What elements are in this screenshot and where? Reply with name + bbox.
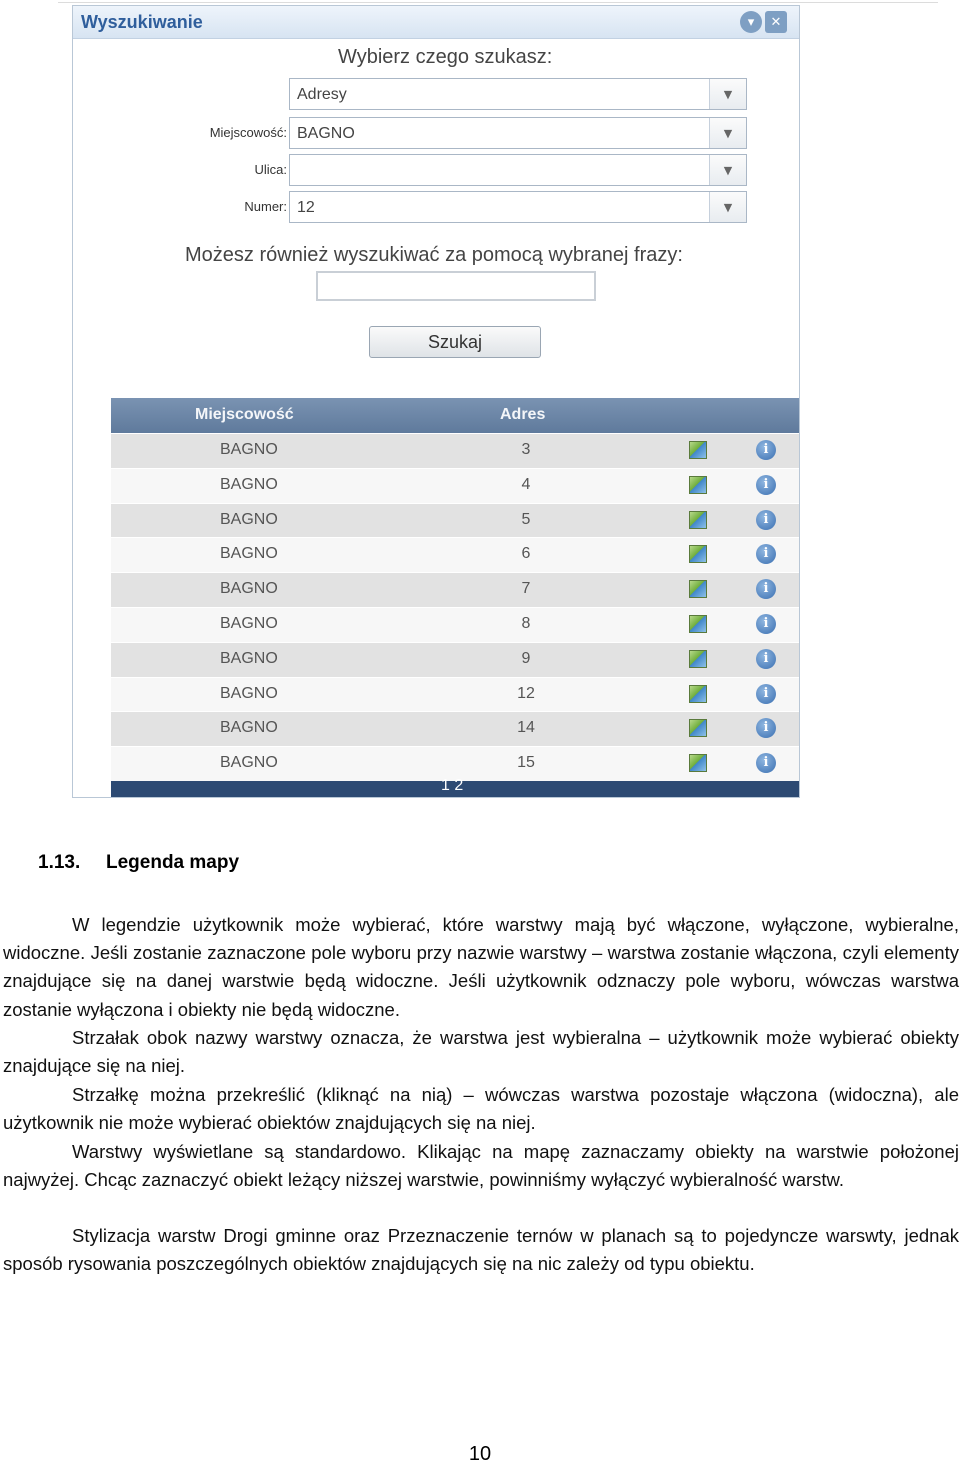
number-select[interactable]	[289, 191, 747, 223]
map-icon[interactable]	[689, 441, 707, 459]
map-icon[interactable]	[689, 615, 707, 633]
cell-town: BAGNO	[220, 649, 278, 667]
paragraph: Strzałak obok nazwy warstwy oznacza, że warstwa jest wybieralna – użytkownik może wybierać obiekty znajdujące się na niej.	[3, 1027, 959, 1077]
street-label: Ulica:	[254, 162, 287, 177]
cell-address: 15	[517, 754, 535, 772]
table-row[interactable]	[111, 572, 800, 607]
cell-address: 5	[521, 510, 531, 528]
map-icon[interactable]	[689, 476, 707, 494]
section-heading	[38, 852, 239, 874]
info-icon[interactable]: i	[756, 579, 776, 599]
cell-address: 7	[521, 580, 531, 598]
cell-town: BAGNO	[220, 545, 278, 563]
panel-header	[73, 6, 799, 39]
results-header	[111, 398, 800, 433]
street-select[interactable]	[289, 154, 747, 186]
column-header-address[interactable]: Adres	[500, 406, 546, 423]
table-row[interactable]	[111, 642, 800, 677]
cell-address: 8	[521, 614, 531, 632]
cell-town: BAGNO	[220, 441, 278, 458]
phrase-label: Możesz również wyszukiwać za pomocą wybranej frazy:	[185, 244, 683, 266]
info-icon[interactable]: i	[756, 649, 776, 669]
collapse-icon[interactable]: ▾	[740, 11, 762, 33]
paragraph: Stylizacja warstw Drogi gminne oraz Przeznaczenie ternów w planach są to pojedyncze warswty, jednak sposób rysowania poszczególnych obiektów znajdujących się na nic zależy od typu obiektu.	[3, 1225, 959, 1275]
cell-town: BAGNO	[220, 719, 278, 737]
cell-town: BAGNO	[220, 614, 278, 632]
table-row[interactable]	[111, 607, 800, 642]
map-icon[interactable]	[689, 545, 707, 563]
chevron-down-icon[interactable]: ▼	[709, 155, 746, 185]
chevron-down-icon[interactable]: ▼	[709, 192, 746, 222]
choose-label: Wybierz czego szukasz:	[338, 46, 553, 68]
cell-address: 3	[521, 441, 531, 458]
cell-town: BAGNO	[220, 754, 278, 772]
info-icon[interactable]: i	[756, 475, 776, 495]
chevron-down-icon[interactable]: ▼	[709, 79, 746, 109]
top-divider	[58, 2, 938, 3]
table-row[interactable]	[111, 746, 800, 781]
town-label: Miejscowość:	[209, 125, 287, 140]
cell-address: 4	[521, 475, 531, 493]
town-select[interactable]	[289, 117, 747, 149]
close-icon[interactable]: ✕	[765, 11, 787, 33]
cell-address: 12	[517, 684, 535, 702]
column-header-town[interactable]: Miejscowość	[195, 406, 294, 423]
map-icon[interactable]	[689, 650, 707, 668]
cell-town: BAGNO	[220, 510, 278, 528]
info-icon[interactable]: i	[756, 544, 776, 564]
paragraph: Warstwy wyświetlane są standardowo. Klikając na mapę zaznaczamy obiekty na warstwie położonej najwyżej. Chcąc zaznaczyć obiekt leżący niższej warstwie, powinniśmy wyłączyć wybieralność warstw.	[3, 1141, 959, 1191]
map-icon[interactable]	[689, 754, 707, 772]
map-icon[interactable]	[689, 685, 707, 703]
table-row[interactable]	[111, 711, 800, 746]
number-value: 12	[297, 199, 315, 216]
search-type-value: Adresy	[297, 86, 347, 103]
pager-label[interactable]: 1 2	[441, 776, 464, 794]
page-number: 10	[468, 1443, 492, 1465]
info-icon[interactable]: i	[756, 440, 776, 460]
paragraph: Strzałkę można przekreślić (kliknąć na nią) – wówczas warstwa pozostaje włączona (widoczna), ale użytkownik nie może wybierać obiektów znajdujących się na niej.	[3, 1084, 959, 1134]
search-panel	[72, 5, 800, 798]
section-number: 1.13.	[38, 852, 81, 873]
cell-address: 14	[517, 719, 535, 737]
town-value: BAGNO	[297, 125, 355, 142]
cell-address: 6	[521, 545, 531, 563]
info-icon[interactable]: i	[756, 684, 776, 704]
cell-address: 9	[521, 649, 531, 667]
results-body	[111, 433, 800, 781]
results-pager	[111, 776, 800, 798]
search-type-select[interactable]	[289, 78, 747, 110]
info-icon[interactable]: i	[756, 510, 776, 530]
number-label: Numer:	[244, 199, 287, 214]
info-icon[interactable]: i	[756, 753, 776, 773]
info-icon[interactable]: i	[756, 718, 776, 738]
table-row[interactable]	[111, 677, 800, 712]
cell-town: BAGNO	[220, 475, 278, 493]
search-button[interactable]: Szukaj	[369, 326, 541, 358]
results-table	[111, 398, 800, 798]
cell-town: BAGNO	[220, 684, 278, 702]
phrase-input[interactable]	[316, 271, 596, 301]
info-icon[interactable]: i	[756, 614, 776, 634]
table-row[interactable]	[111, 503, 800, 538]
table-row[interactable]	[111, 468, 800, 503]
map-icon[interactable]	[689, 580, 707, 598]
map-icon[interactable]	[689, 511, 707, 529]
table-row[interactable]	[111, 537, 800, 572]
section-title: Legenda mapy	[106, 852, 240, 873]
paragraph: W legendzie użytkownik może wybierać, które warstwy mają być włączone, wyłączone, wybieralne, widoczne. Jeśli zostanie zaznaczone pole wyboru przy nazwie warstwy – warstwa zostanie włączona, czyli elementy znajdujące się na danej warstwie będą widoczne. Jeśli użytkownik odznaczy pole wyboru, wówczas warstwa zostanie wyłączona i obiekty nie będą widoczne.	[3, 914, 959, 1020]
cell-town: BAGNO	[220, 580, 278, 598]
map-icon[interactable]	[689, 719, 707, 737]
chevron-down-icon[interactable]: ▼	[709, 118, 746, 148]
panel-title: Wyszukiwanie	[81, 12, 203, 32]
table-row[interactable]	[111, 433, 800, 468]
